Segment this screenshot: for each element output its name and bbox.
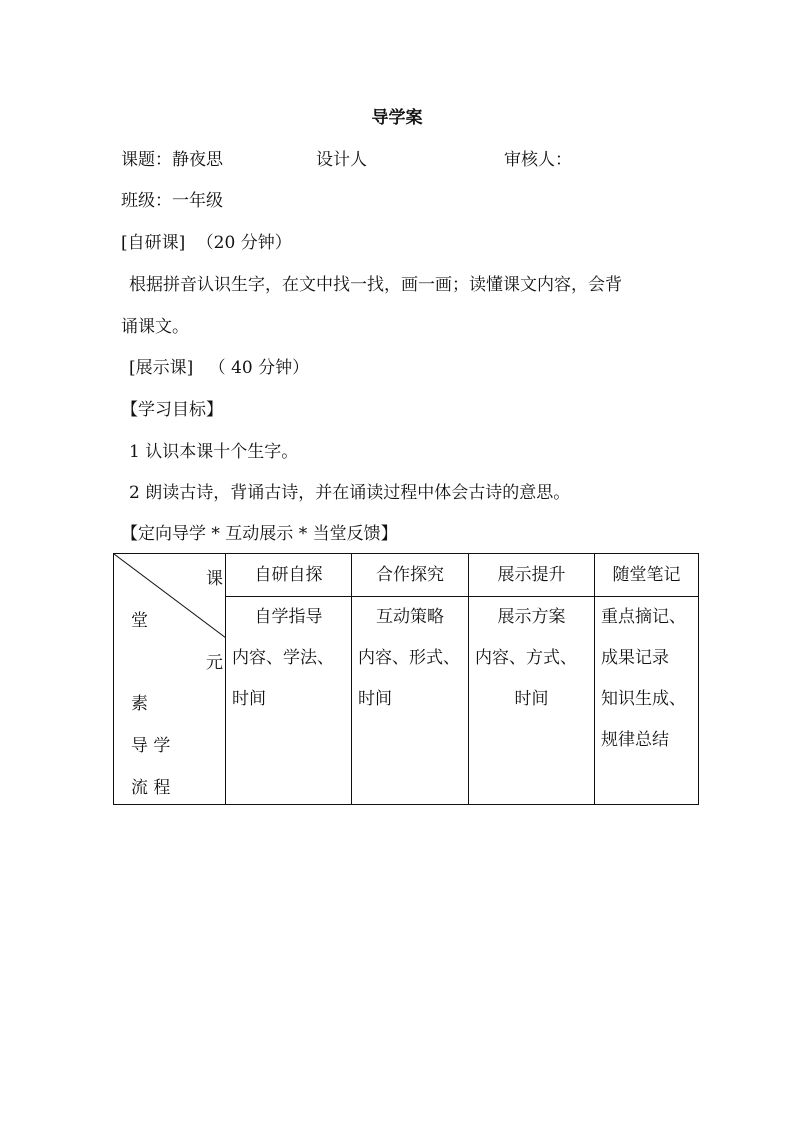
cell-line: 成果记录 [601, 648, 669, 668]
column-body-presentation [469, 597, 595, 805]
flow-heading: 【定向导学 * 互动展示 * 当堂反馈】 [121, 524, 398, 544]
corner-ke: 课 [206, 569, 223, 589]
column-head-presentation: 展示提升 [469, 554, 595, 597]
cell-line: 规律总结 [601, 730, 669, 750]
cell-line: 互动策略 [376, 607, 444, 627]
objective-item-2: 2 朗读古诗，背诵古诗，并在诵读过程中体会古诗的意思。 [129, 483, 571, 503]
self-study-text-1: 根据拼音认识生字，在文中找一找，画一画；读懂课文内容，会背 [129, 275, 622, 295]
cell-line: 内容、学法、 [232, 648, 334, 668]
cell-line: 重点摘记、 [601, 607, 686, 627]
corner-yuan: 元 [206, 653, 223, 673]
column-head-notes: 随堂笔记 [595, 554, 699, 597]
corner-tang: 堂 [131, 611, 148, 631]
self-study-text-2: 诵课文。 [121, 317, 189, 337]
show-class-label: [展示课] [129, 358, 194, 378]
cell-line: 内容、方式、 [475, 648, 577, 668]
cell-line: 内容、形式、 [358, 648, 460, 668]
show-class-header [129, 357, 309, 379]
cell-line: 时间 [514, 689, 549, 709]
show-class-duration: （ 40 分钟） [208, 358, 310, 378]
column-body-self-study [226, 597, 352, 805]
cell-line: 知识生成、 [601, 689, 686, 709]
cell-line: 时间 [232, 689, 266, 709]
column-head-cooperation: 合作探究 [352, 554, 469, 597]
grade-label: 班级：一年级 [121, 191, 223, 211]
column-head-self-study: 自研自探 [226, 554, 352, 597]
self-study-header [121, 232, 292, 254]
column-body-notes [595, 597, 699, 805]
table-corner-cell [114, 554, 226, 805]
reviewer-label: 审核人： [504, 150, 572, 170]
page-title: 导学案 [371, 108, 423, 128]
designer-label: 设计人 [316, 150, 367, 170]
flow-table [113, 553, 699, 805]
objective-item-1: 1 认识本课十个生字。 [129, 442, 299, 462]
diagonal-line [114, 554, 226, 804]
self-study-label: [自研课] [121, 233, 186, 253]
corner-liucheng: 流 程 [131, 778, 171, 798]
column-body-cooperation [352, 597, 469, 805]
cell-line: 自学指导 [254, 607, 323, 627]
cell-line: 展示方案 [497, 607, 566, 627]
header-row [121, 149, 223, 171]
corner-daoxue: 导 学 [131, 736, 171, 756]
cell-line: 时间 [358, 689, 392, 709]
topic-label: 课题：静夜思 [121, 150, 223, 170]
corner-su: 素 [131, 694, 148, 714]
objectives-heading: 【学习目标】 [121, 400, 223, 420]
self-study-duration: （20 分钟） [196, 233, 292, 253]
